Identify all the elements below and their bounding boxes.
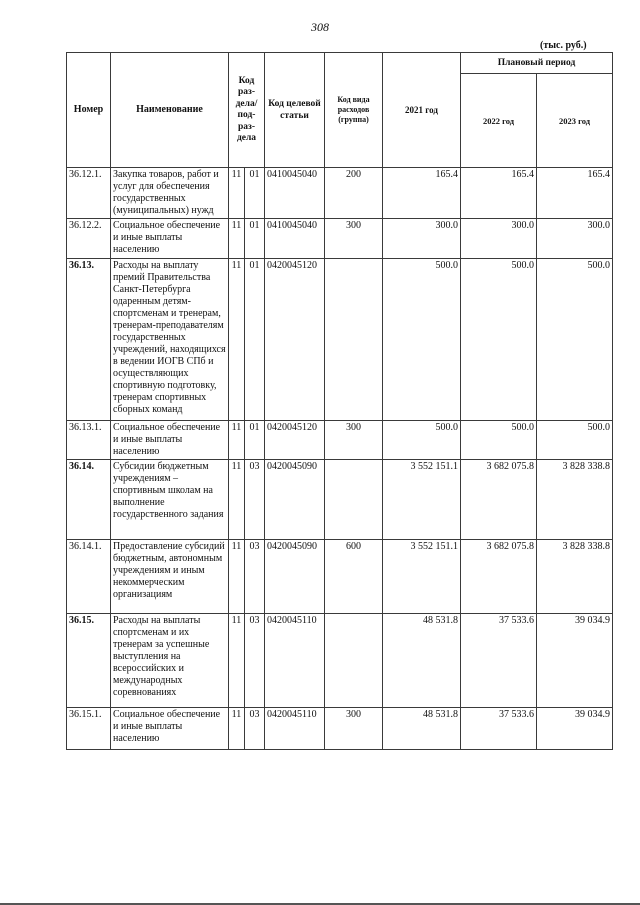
row-subsection: 01 [245,219,265,259]
row-name: Субсидии бюджетным учреждениям – спортивным школам на выполнение государственного задания [111,460,229,540]
header-year-2021: 2021 год [383,53,461,168]
row-number: 36.13. [67,259,111,421]
header-target: Код целевой статьи [265,53,325,168]
row-target-code: 0420045120 [265,421,325,460]
row-section: 11 [229,614,245,708]
row-subsection: 01 [245,168,265,219]
row-section: 11 [229,708,245,750]
header-section: Код раз-дела/ под-раз-дела [229,53,265,168]
row-value-2022: 37 533.6 [461,614,537,708]
table-body [67,168,613,750]
row-value-2021: 165.4 [383,168,461,219]
row-value-2021: 500.0 [383,259,461,421]
row-value-2022: 3 682 075.8 [461,540,537,614]
row-value-2021: 300.0 [383,219,461,259]
row-value-2021: 48 531.8 [383,708,461,750]
row-subsection: 03 [245,614,265,708]
row-expense-type [325,614,383,708]
row-number: 36.13.1. [67,421,111,460]
row-name: Социальное обеспечение и иные выплаты населению [111,421,229,460]
row-section: 11 [229,460,245,540]
row-number: 36.14. [67,460,111,540]
table-row [67,421,613,460]
row-value-2021: 48 531.8 [383,614,461,708]
row-value-2021: 500.0 [383,421,461,460]
row-expense-type: 200 [325,168,383,219]
row-subsection: 03 [245,708,265,750]
table-row [67,219,613,259]
row-value-2023: 300.0 [537,219,613,259]
header-planning-period: Плановый период [461,53,613,74]
row-target-code: 0420045090 [265,540,325,614]
header-number: Номер [67,53,111,168]
row-section: 11 [229,168,245,219]
row-expense-type: 300 [325,421,383,460]
row-target-code: 0420045110 [265,614,325,708]
row-value-2022: 300.0 [461,219,537,259]
header-expense-type: Код вида расходов (группа) [325,53,383,168]
row-target-code: 0410045040 [265,219,325,259]
table-row [67,614,613,708]
header-year-2023: 2023 год [537,74,613,168]
header-name: Наименование [111,53,229,168]
row-number: 36.15.1. [67,708,111,750]
table-row [67,708,613,750]
row-subsection: 01 [245,421,265,460]
row-name: Расходы на выплату премий Правительства Санкт-Петербурга одаренным детям-спортсменам и тренерам, тренерам-преподавателям государственных учреждений, находящихся в ведении ИОГВ СПб и осуществляющих спортивную подготовку, тренерам спортивных сборных команд [111,259,229,421]
row-number: 36.12.2. [67,219,111,259]
units-label: (тыс. руб.) [540,40,587,51]
row-value-2021: 3 552 151.1 [383,460,461,540]
row-target-code: 0420045110 [265,708,325,750]
row-subsection: 01 [245,259,265,421]
row-value-2023: 39 034.9 [537,614,613,708]
row-section: 11 [229,540,245,614]
row-expense-type: 600 [325,540,383,614]
row-expense-type [325,460,383,540]
budget-table [66,52,613,750]
row-number: 36.12.1. [67,168,111,219]
row-number: 36.14.1. [67,540,111,614]
row-value-2023: 500.0 [537,421,613,460]
table-row [67,168,613,219]
row-subsection: 03 [245,540,265,614]
row-value-2021: 3 552 151.1 [383,540,461,614]
row-value-2022: 500.0 [461,259,537,421]
row-target-code: 0410045040 [265,168,325,219]
row-subsection: 03 [245,460,265,540]
table-row [67,540,613,614]
row-expense-type [325,259,383,421]
row-section: 11 [229,421,245,460]
row-section: 11 [229,219,245,259]
row-expense-type: 300 [325,708,383,750]
row-target-code: 0420045090 [265,460,325,540]
row-target-code: 0420045120 [265,259,325,421]
row-name: Социальное обеспечение и иные выплаты населению [111,219,229,259]
row-value-2023: 165.4 [537,168,613,219]
row-value-2023: 500.0 [537,259,613,421]
table-row [67,259,613,421]
row-value-2023: 3 828 338.8 [537,460,613,540]
row-value-2022: 500.0 [461,421,537,460]
row-value-2022: 3 682 075.8 [461,460,537,540]
row-name: Расходы на выплаты спортсменам и их тренерам за успешные выступления на всероссийских и международных соревнованиях [111,614,229,708]
row-expense-type: 300 [325,219,383,259]
row-value-2022: 37 533.6 [461,708,537,750]
row-number: 36.15. [67,614,111,708]
header-year-2022: 2022 год [461,74,537,168]
table-row [67,460,613,540]
row-section: 11 [229,259,245,421]
page-number: 308 [311,20,329,34]
row-value-2023: 3 828 338.8 [537,540,613,614]
row-value-2023: 39 034.9 [537,708,613,750]
row-value-2022: 165.4 [461,168,537,219]
row-name: Социальное обеспечение и иные выплаты населению [111,708,229,750]
row-name: Предоставление субсидий бюджетным, автономным учреждениям и иным некоммерческим организациям [111,540,229,614]
row-name: Закупка товаров, работ и услуг для обеспечения государственных (муниципальных) нужд [111,168,229,219]
